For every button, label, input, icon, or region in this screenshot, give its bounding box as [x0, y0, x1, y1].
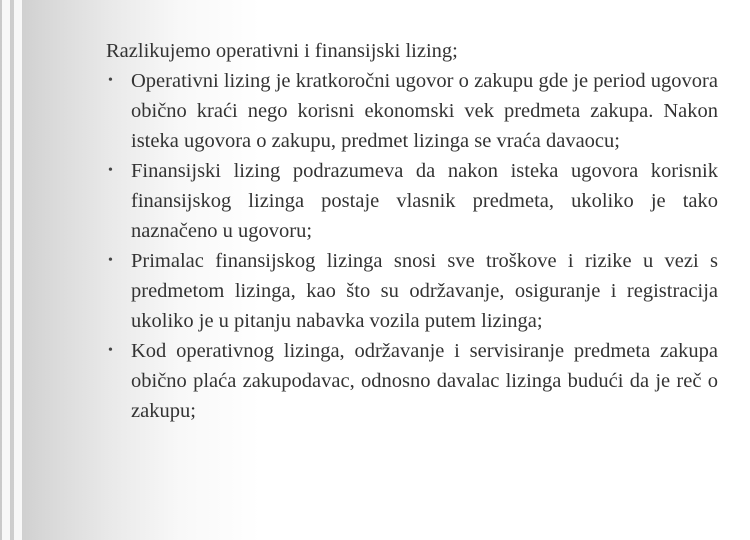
- list-item: [106, 246, 718, 336]
- intro-text: Razlikujemo operativni i finansijski lizing;: [106, 40, 458, 62]
- bullet-icon: •: [108, 343, 113, 358]
- bullet-list: [106, 66, 718, 426]
- item-term: Finansijski lizing: [131, 160, 281, 182]
- list-item: [106, 336, 718, 426]
- item-text: podrazumeva da nakon isteka ugovora korisnik finansijskog lizinga postaje vlasnik predmeta, ukoliko je tako naznačeno u ugovoru;: [131, 160, 718, 242]
- item-text: je kratkoročni ugovor o zakupu gde je period ugovora obično kraći nego korisni ekonomski vek predmeta zakupa. Nakon isteka ugovora o zakupu, predmet lizinga se vraća davaocu;: [131, 70, 718, 152]
- item-text: Kod operativnog lizinga, održavanje i servisiranje predmeta zakupa obično plaća zakupodavac, odnosno davalac lizinga budući da je reč o zakupu;: [131, 340, 718, 422]
- list-item: [106, 156, 718, 246]
- bullet-icon: •: [108, 163, 113, 178]
- bullet-icon: •: [108, 73, 113, 88]
- item-text: Primalac finansijskog lizinga snosi sve troškove i rizike u vezi s predmetom lizinga, kao što su održavanje, osiguranje i registracija ukoliko je u pitanju nabavka vozila putem lizinga;: [131, 250, 718, 332]
- decorative-square-strip: [0, 0, 24, 540]
- slide-content: [106, 36, 718, 426]
- item-term: Operativni lizing: [131, 70, 271, 92]
- list-item: [106, 66, 718, 156]
- bullet-icon: •: [108, 253, 113, 268]
